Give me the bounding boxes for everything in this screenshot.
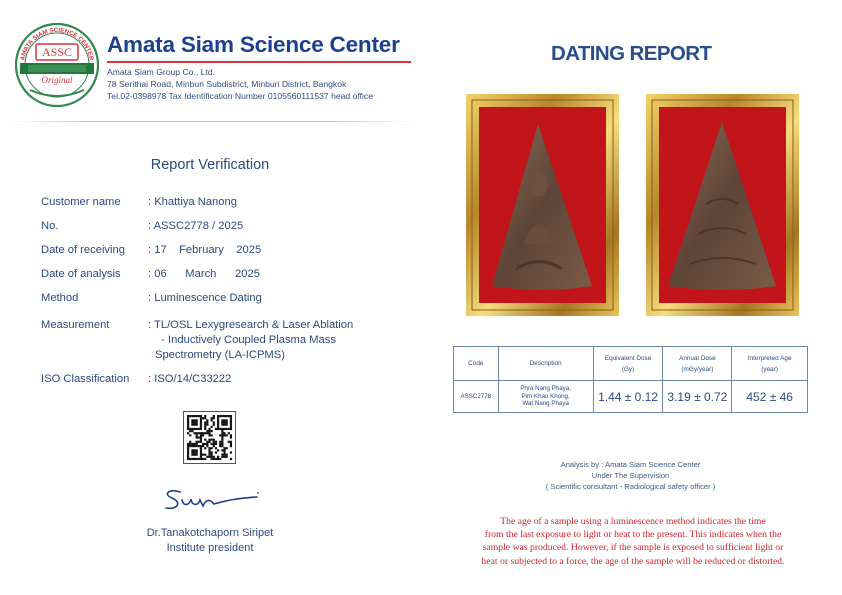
table-row: [454, 381, 808, 413]
cell-annual-dose: 3.19 ± 0.72: [663, 381, 732, 413]
brand-group: Amata Siam Group Co., Ltd.: [107, 67, 215, 77]
iso-label: ISO Classification: [41, 373, 130, 385]
header-divider: [6, 121, 416, 122]
table-header-row: [454, 347, 808, 381]
iso-value: : ISO/14/C33222: [148, 373, 232, 385]
brand-contact: Tel.02-0398978 Tax Identification Number 0105560111537 head office: [107, 91, 373, 101]
method-label: Method: [41, 292, 79, 304]
header-description: Description: [498, 347, 593, 381]
method-value: : Luminescence Dating: [148, 292, 262, 304]
number-label: No.: [41, 220, 59, 232]
qr-code-icon[interactable]: [183, 411, 236, 464]
signature-image: [160, 484, 260, 516]
disclaimer-text: The age of a sample using a luminescence method indicates the time from the last exposure to light or heat to the present. This indicates when the sample was produced. However, if the sample is exposed to sufficient light or heat or subjected to a force, the age of the sample will be reduced or distorted.: [481, 516, 785, 567]
analysis-supervision: Under The Supervision: [591, 471, 670, 480]
dating-results-table: [453, 346, 808, 413]
customer-name-label: Customer name: [41, 196, 121, 208]
report-title: DATING REPORT: [551, 42, 712, 65]
receiving-date-value: : 17 February 2025: [148, 244, 262, 256]
cell-interpreted-age: 452 ± 46: [732, 381, 808, 413]
header-equivalent-dose: Equivalent Dose (Gy): [593, 347, 663, 381]
analysis-by: Analysis by : Amata Siam Science Center: [560, 460, 701, 469]
measurement-label: Measurement: [41, 319, 110, 331]
logo-banner-text: Original: [41, 75, 73, 85]
amulet-front-photo: [466, 94, 619, 316]
logo-ring-text: AMATA SIAM SCIENCE CENTER: [19, 26, 95, 62]
brand-address: 78 Serithai Road, Minburi Subdistrict, Minburi District, Bangkok: [107, 79, 347, 89]
signatory-title: Institute president: [166, 542, 254, 554]
brand-underline: [107, 61, 411, 63]
number-value: : ASSC2778 / 2025: [148, 220, 244, 232]
verification-title: Report Verification: [150, 157, 270, 173]
header-annual-dose: Annual Dose (mGy/year): [663, 347, 732, 381]
cell-description: Phra Nang Phaya, Pim Khao Khong, Wat Nang Phaya: [498, 381, 593, 413]
amulet-back-photo: [646, 94, 799, 316]
analysis-date-value: : 06 March 2025: [148, 268, 260, 280]
header-code: Code: [454, 347, 499, 381]
cell-equivalent-dose: 1.44 ± 0.12: [593, 381, 663, 413]
cell-code: ASSC2778: [454, 381, 499, 413]
measurement-value-line2: - Inductively Coupled Plasma Mass: [155, 334, 336, 346]
receiving-date-label: Date of receiving: [41, 244, 125, 256]
brand-name: Amata Siam Science Center: [107, 32, 400, 57]
customer-name-value: : Khattiya Nanong: [148, 196, 237, 208]
measurement-value-line1: : TL/OSL Lexygresearch & Laser Ablation: [148, 319, 354, 331]
measurement-value-line3: Spectrometry (LA-ICPMS): [155, 349, 285, 361]
analysis-date-label: Date of analysis: [41, 268, 121, 280]
signatory-name: Dr.Tanakotchaporn Siripet: [146, 527, 274, 539]
analysis-consultant: ( Scientific consultant - Radiological safety officer ): [545, 482, 716, 491]
logo-badge-text: ASSC: [41, 45, 73, 59]
header-interpreted-age: Interpreted Age (year): [732, 347, 808, 381]
assc-logo: [14, 22, 100, 108]
